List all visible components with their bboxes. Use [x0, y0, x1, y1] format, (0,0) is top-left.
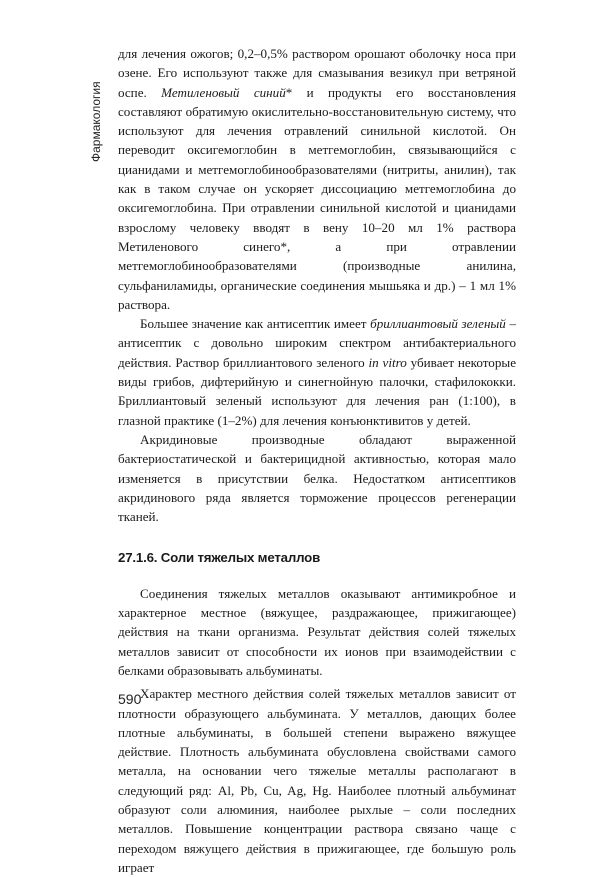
text-run: Акридиновые производные обладают выраженной бактериостатической и бактерицидной активностью, которая мало изменяется в присутствии белка. Недостатком антисептиков акридинового ряда является торможение процессов регенерации тканей. [118, 431, 516, 525]
text-run: убивает некоторые виды грибов, дифтерийную и синегнойную палочки, стафилококки. Бриллиантовый зеленый используют для лечения ран (1:100), в глазной практике (1–2%) для лечения конъюнктивитов у детей. [118, 354, 517, 428]
paragraph [118, 684, 516, 877]
paragraph [118, 430, 516, 526]
paragraph [118, 314, 516, 430]
italic-term: бриллиантовый зеленый [370, 316, 506, 332]
section-heading: 27.1.6. Соли тяжелых металлов [118, 550, 321, 566]
paragraph [118, 44, 516, 314]
page-body [118, 44, 516, 877]
paragraph [118, 584, 516, 680]
running-header-side-tab [86, 52, 106, 202]
text-run: – антисептик с довольно широким спектром антибактериального действия. Раствор бриллиантового зеленого [118, 316, 516, 370]
text-run: Характер местного действия солей тяжелых металлов зависит от плотности образующего альбумината. У металлов, дающих более плотные альбуминаты, в большей степени выражено вяжущее действие. Плотность альбумината обусловлена свойствами самого металла, на основании чего тяжелые металлы располагают в следующий ряд: Al, Pb, Cu, Ag, Hg. Наиболее плотный альбуминат образуют соли алюминия, наиболее рыхлые – соли последних металлов. Повышение концентрации раствора связано чаще с переходом вяжущего действия в прижигающее, где большую роль играет [118, 686, 516, 875]
text-run: для лечения ожогов; 0,2–0,5% раствором орошают оболочку носа при озене. Его используют также для смазывания везикул при ветряной оспе. [118, 46, 516, 100]
text-run: * и продукты его восстановления составляют обратимую окислительно-восстановительную систему, что используют для лечения отравлений синильной кислотой. Он переводит оксигемоглобин в метгемоглобин, связывающийся с цианидами и метгемоглобинообразователями (нитриты, анилин), так как в таком случае он ускоряет диссоциацию метгемоглобина до оксигемоглобина. При отравлении синильной кислотой и цианидами взрослому человеку вводят в вену 10–20 мл 1% раствора Метиленового синего*, а при отравлении метгемоглобинообразователями (производные анилина, сульфаниламиды, органические соединения мышьяка и др.) – 1 мл 1% раствора. [118, 84, 516, 312]
italic-term: in vitro [368, 354, 407, 370]
page-number: 590 [118, 691, 142, 707]
italic-term: Метиленовый синий [161, 84, 286, 100]
text-run: Соединения тяжелых металлов оказывают антимикробное и характерное местное (вяжущее, раздражающее, прижигающее) действия на ткани организма. Результат действия солей тяжелых металлов зависит от способности их ионов при взаимодействии с белками образовывать альбуминаты. [118, 585, 516, 678]
side-tab-label: Фармакология [89, 81, 103, 162]
text-run: Большее значение как антисептик имеет [140, 316, 371, 332]
